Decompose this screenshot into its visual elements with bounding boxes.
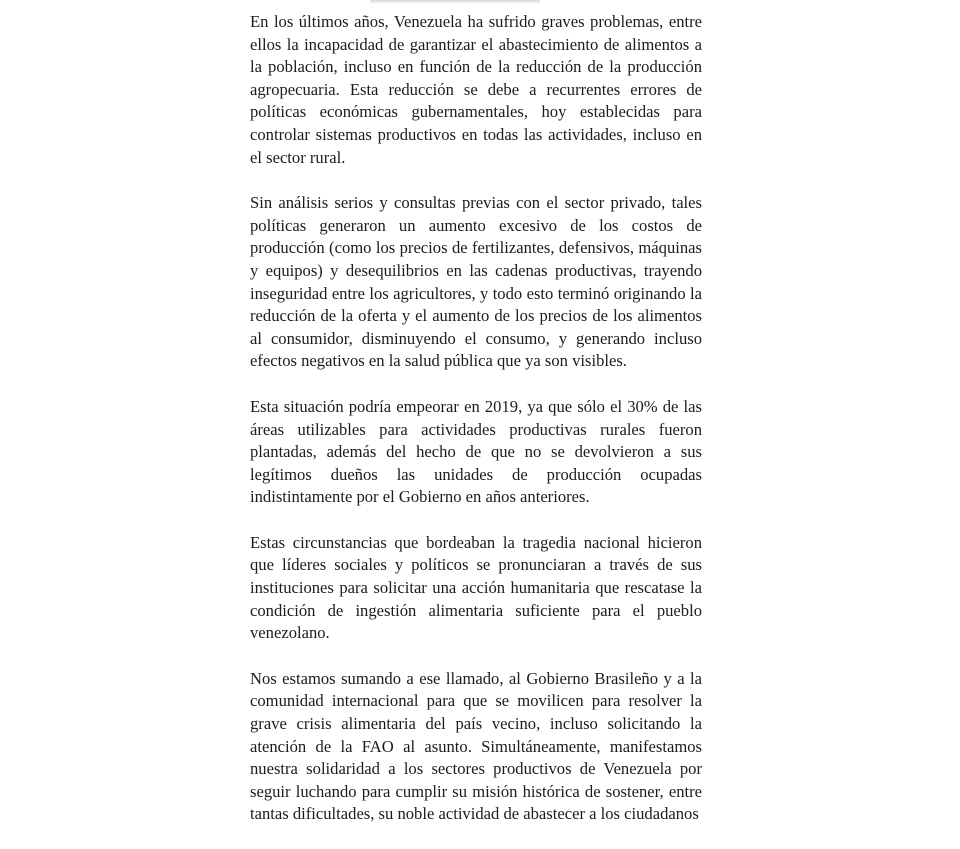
paragraph-4: Estas circunstancias que bordeaban la tragedia nacional hicieron que líderes sociales y políticos se pronunciaran a través de sus instituciones para solicitar una acción humanitaria que rescatase la condición de ingestión alimentaria suficiente para el pueblo venezolano. bbox=[250, 532, 702, 643]
paragraph-5: Nos estamos sumando a ese llamado, al Gobierno Brasileño y a la comunidad internacional para que se movilicen para resolver la grave crisis alimentaria del país vecino, incluso solicitando la atención de la FAO al asunto. Simultáneamente, manifestamos nuestra solidaridad a los sectores productivos de Venezuela por seguir luchando para cumplir su misión histórica de sostener, entre tantas dificultades, su noble actividad de abastecer a los ciudadanos bbox=[250, 668, 702, 824]
paragraph-3: Esta situación podría empeorar en 2019, ya que sólo el 30% de las áreas utilizables para actividades productivas rurales fueron plantadas, además del hecho de que no se devolvieron a sus legítimos dueños las unidades de producción ocupadas indistintamente por el Gobierno en años anteriores. bbox=[250, 396, 702, 507]
header-divider bbox=[370, 0, 540, 4]
article-body bbox=[250, 11, 702, 849]
paragraph-1: En los últimos años, Venezuela ha sufrido graves problemas, entre ellos la incapacidad de garantizar el abastecimiento de alimentos a la población, incluso en función de la reducción de la producción agropecuaria. Esta reducción se debe a recurrentes errores de políticas económicas gubernamentales, hoy establecidas para controlar sistemas productivos en todas las actividades, incluso en el sector rural. bbox=[250, 12, 702, 167]
paragraph-2: Sin análisis serios y consultas previas con el sector privado, tales políticas generaron un aumento excesivo de los costos de producción (como los precios de fertilizantes, defensivos, máquinas y equipos) y desequilibrios en las cadenas productivas, trayendo inseguridad entre los agricultores, y todo esto terminó originando la reducción de la oferta y el aumento de los precios de los alimentos al consumidor, disminuyendo el consumo, y generando incluso efectos negativos en la salud pública que ya son visibles. bbox=[250, 193, 702, 371]
